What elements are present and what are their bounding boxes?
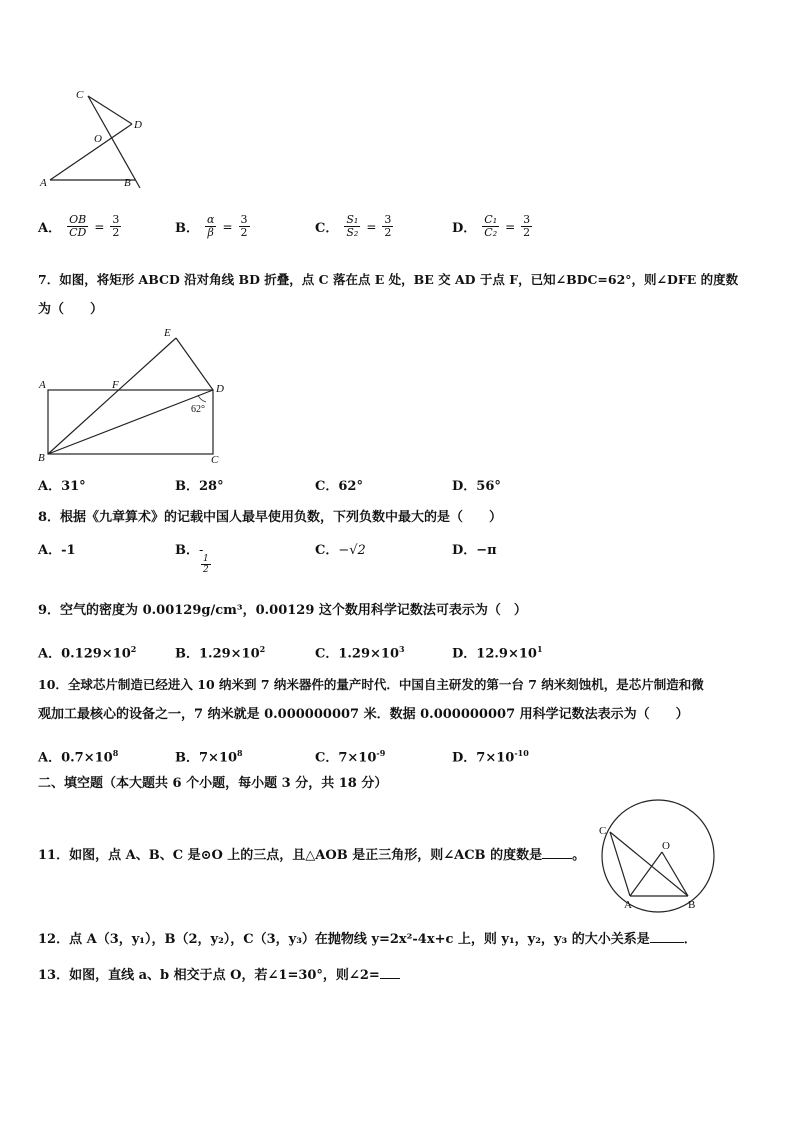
neg-sqrt2: −√2 (338, 543, 366, 558)
q10-option-a[interactable] (38, 744, 118, 767)
label-o: O (94, 133, 102, 145)
option-exponent: 3 (399, 644, 405, 654)
option-base: 1.29×10 (338, 646, 400, 662)
option-base: 0.7×10 (61, 750, 113, 766)
q9-option-d[interactable] (452, 640, 543, 663)
q12-end: ． (683, 932, 697, 947)
q8-option-a[interactable]: A．-1 (38, 543, 76, 558)
q8-option-c[interactable] (315, 542, 366, 560)
option-letter: D． (452, 750, 477, 766)
equals: = (366, 219, 377, 234)
option-letter: B． (175, 646, 199, 662)
fraction-rhs: $\frac{3}{2}$ (112, 213, 120, 239)
answer-blank[interactable] (542, 858, 572, 859)
option-exponent: 8 (237, 748, 243, 758)
q6-option-b[interactable] (175, 214, 250, 239)
fraction-rhs: $\frac{3}{2}$ (240, 213, 248, 239)
q8-option-b[interactable] (175, 542, 209, 575)
q7-stem-line1: 7．如图，将矩形 ABCD 沿对角线 BD 折叠，点 C 落在点 E 处，BE 交 AD 于点 F，已知∠BDC=62°，则∠DFE 的度数 (38, 272, 739, 287)
q6-option-c[interactable] (315, 214, 393, 239)
q7-option-c[interactable]: C．62° (315, 479, 363, 494)
q10-option-d[interactable] (452, 744, 529, 767)
fraction: $\frac{\text{S₁}}{\text{S₂}}$ (346, 213, 359, 239)
label-e: E (164, 327, 171, 339)
minus-sign: - (199, 543, 204, 558)
option-letter: C． (315, 543, 339, 558)
fraction: $\frac{\text{C₁}}{\text{C₂}}$ (484, 213, 498, 239)
q12-stem (38, 931, 697, 949)
option-letter: B． (175, 221, 199, 236)
option-letter: B． (175, 543, 199, 558)
answer-blank[interactable] (650, 942, 684, 943)
q10-stem-line1: 10．全球芯片制造已经进入 10 纳米到 7 纳米器件的量产时代．中国自主研发的第一台 7 纳米刻蚀机，是芯片制造和微 (38, 677, 704, 692)
equals: = (94, 219, 105, 234)
option-letter: D． (452, 221, 477, 236)
label-a: A (40, 177, 47, 189)
figure-q7 (36, 324, 232, 468)
q13-stem (38, 967, 400, 985)
option-exponent: 8 (112, 748, 119, 758)
q7-stem-line2: 为（ ） (38, 302, 104, 317)
label-c: C (76, 89, 84, 101)
q11-text: 11．如图，点 A、B、C 是⊙O 上的三点，且△AOB 是正三角形，则∠ACB 的度数是 (38, 848, 543, 863)
equals: = (222, 219, 233, 234)
option-base: 0.129×10 (61, 646, 131, 662)
fraction: $\frac{\alpha}{\beta}$ (207, 213, 215, 239)
option-base: 1.29×10 (199, 646, 260, 662)
label-a: A (39, 379, 46, 391)
figure-q6 (36, 84, 156, 196)
option-letter: C． (315, 221, 339, 236)
equals: = (505, 219, 516, 234)
q10-stem-line2: 观加工最核心的设备之一，7 纳米就是 0.000000007 米．数据 0.000000007 用科学记数法表示为（ ） (38, 707, 689, 722)
label-a: A (624, 899, 632, 911)
label-d: D (216, 383, 224, 395)
q11-stem (38, 847, 585, 865)
fraction-rhs: $\frac{3}{2}$ (523, 213, 531, 239)
q12-text: 12．点 A（3，y₁），B（2，y₂），C（3，y₃）在抛物线 y=2x²-4x+c 上，则 y₁，y₂，y₃ 的大小关系是 (38, 932, 650, 947)
q10-option-c[interactable] (315, 744, 385, 767)
label-c: C (211, 454, 219, 466)
q9-option-a[interactable] (38, 640, 136, 663)
option-base: 7×10 (338, 750, 377, 766)
label-b: B (38, 452, 45, 464)
fraction: $\frac{OB}{CD}$ (69, 213, 87, 239)
fraction: $\frac{1}{2}$ (203, 554, 209, 575)
q9-stem: 9．空气的密度为 0.00129g/cm³，0.00129 这个数用科学记数法可表示为（ ） (38, 603, 527, 618)
option-letter: A． (38, 221, 62, 236)
q6-option-a[interactable] (38, 214, 121, 239)
option-letter: A． (38, 646, 62, 662)
q7-option-b[interactable]: B．28° (175, 479, 224, 494)
label-f: F (112, 379, 119, 391)
figure-q11 (596, 796, 720, 916)
section-heading: 二、填空题（本大题共 6 个小题，每小题 3 分，共 18 分） (38, 776, 388, 791)
option-base: 7×10 (476, 750, 515, 766)
option-exponent: -10 (514, 748, 529, 758)
fraction-rhs: $\frac{3}{2}$ (384, 213, 392, 239)
label-b: B (124, 177, 131, 189)
label-b: B (688, 899, 696, 911)
label-o: O (662, 840, 670, 852)
q10-option-b[interactable] (175, 744, 243, 767)
option-exponent: -9 (376, 748, 386, 758)
option-letter: A． (38, 750, 62, 766)
label-d: D (134, 119, 142, 131)
option-base: 12.9×10 (476, 646, 537, 662)
option-letter: D． (452, 646, 477, 662)
q9-option-b[interactable] (175, 640, 265, 663)
option-exponent: 2 (130, 644, 137, 654)
q9-option-c[interactable] (315, 640, 405, 663)
q7-option-d[interactable]: D．56° (452, 479, 501, 494)
label-angle: 62° (191, 404, 205, 415)
q11-end: 。 (572, 848, 586, 863)
label-c: C (599, 825, 607, 837)
q8-stem: 8．根据《九章算术》的记载中国人最早使用负数，下列负数中最大的是（ ） (38, 510, 503, 525)
option-base: 7×10 (199, 750, 238, 766)
q7-option-a[interactable]: A．31° (38, 479, 86, 494)
option-letter: C． (315, 646, 339, 662)
option-letter: B． (175, 750, 199, 766)
option-letter: C． (315, 750, 339, 766)
option-exponent: 2 (259, 644, 266, 654)
option-exponent: 1 (536, 644, 543, 654)
q8-option-d[interactable]: D．−π (452, 543, 497, 558)
q6-option-d[interactable] (452, 214, 532, 239)
answer-blank[interactable] (380, 978, 400, 979)
q13-text: 13．如图，直线 a、b 相交于点 O，若∠1=30°，则∠2= (38, 968, 380, 983)
